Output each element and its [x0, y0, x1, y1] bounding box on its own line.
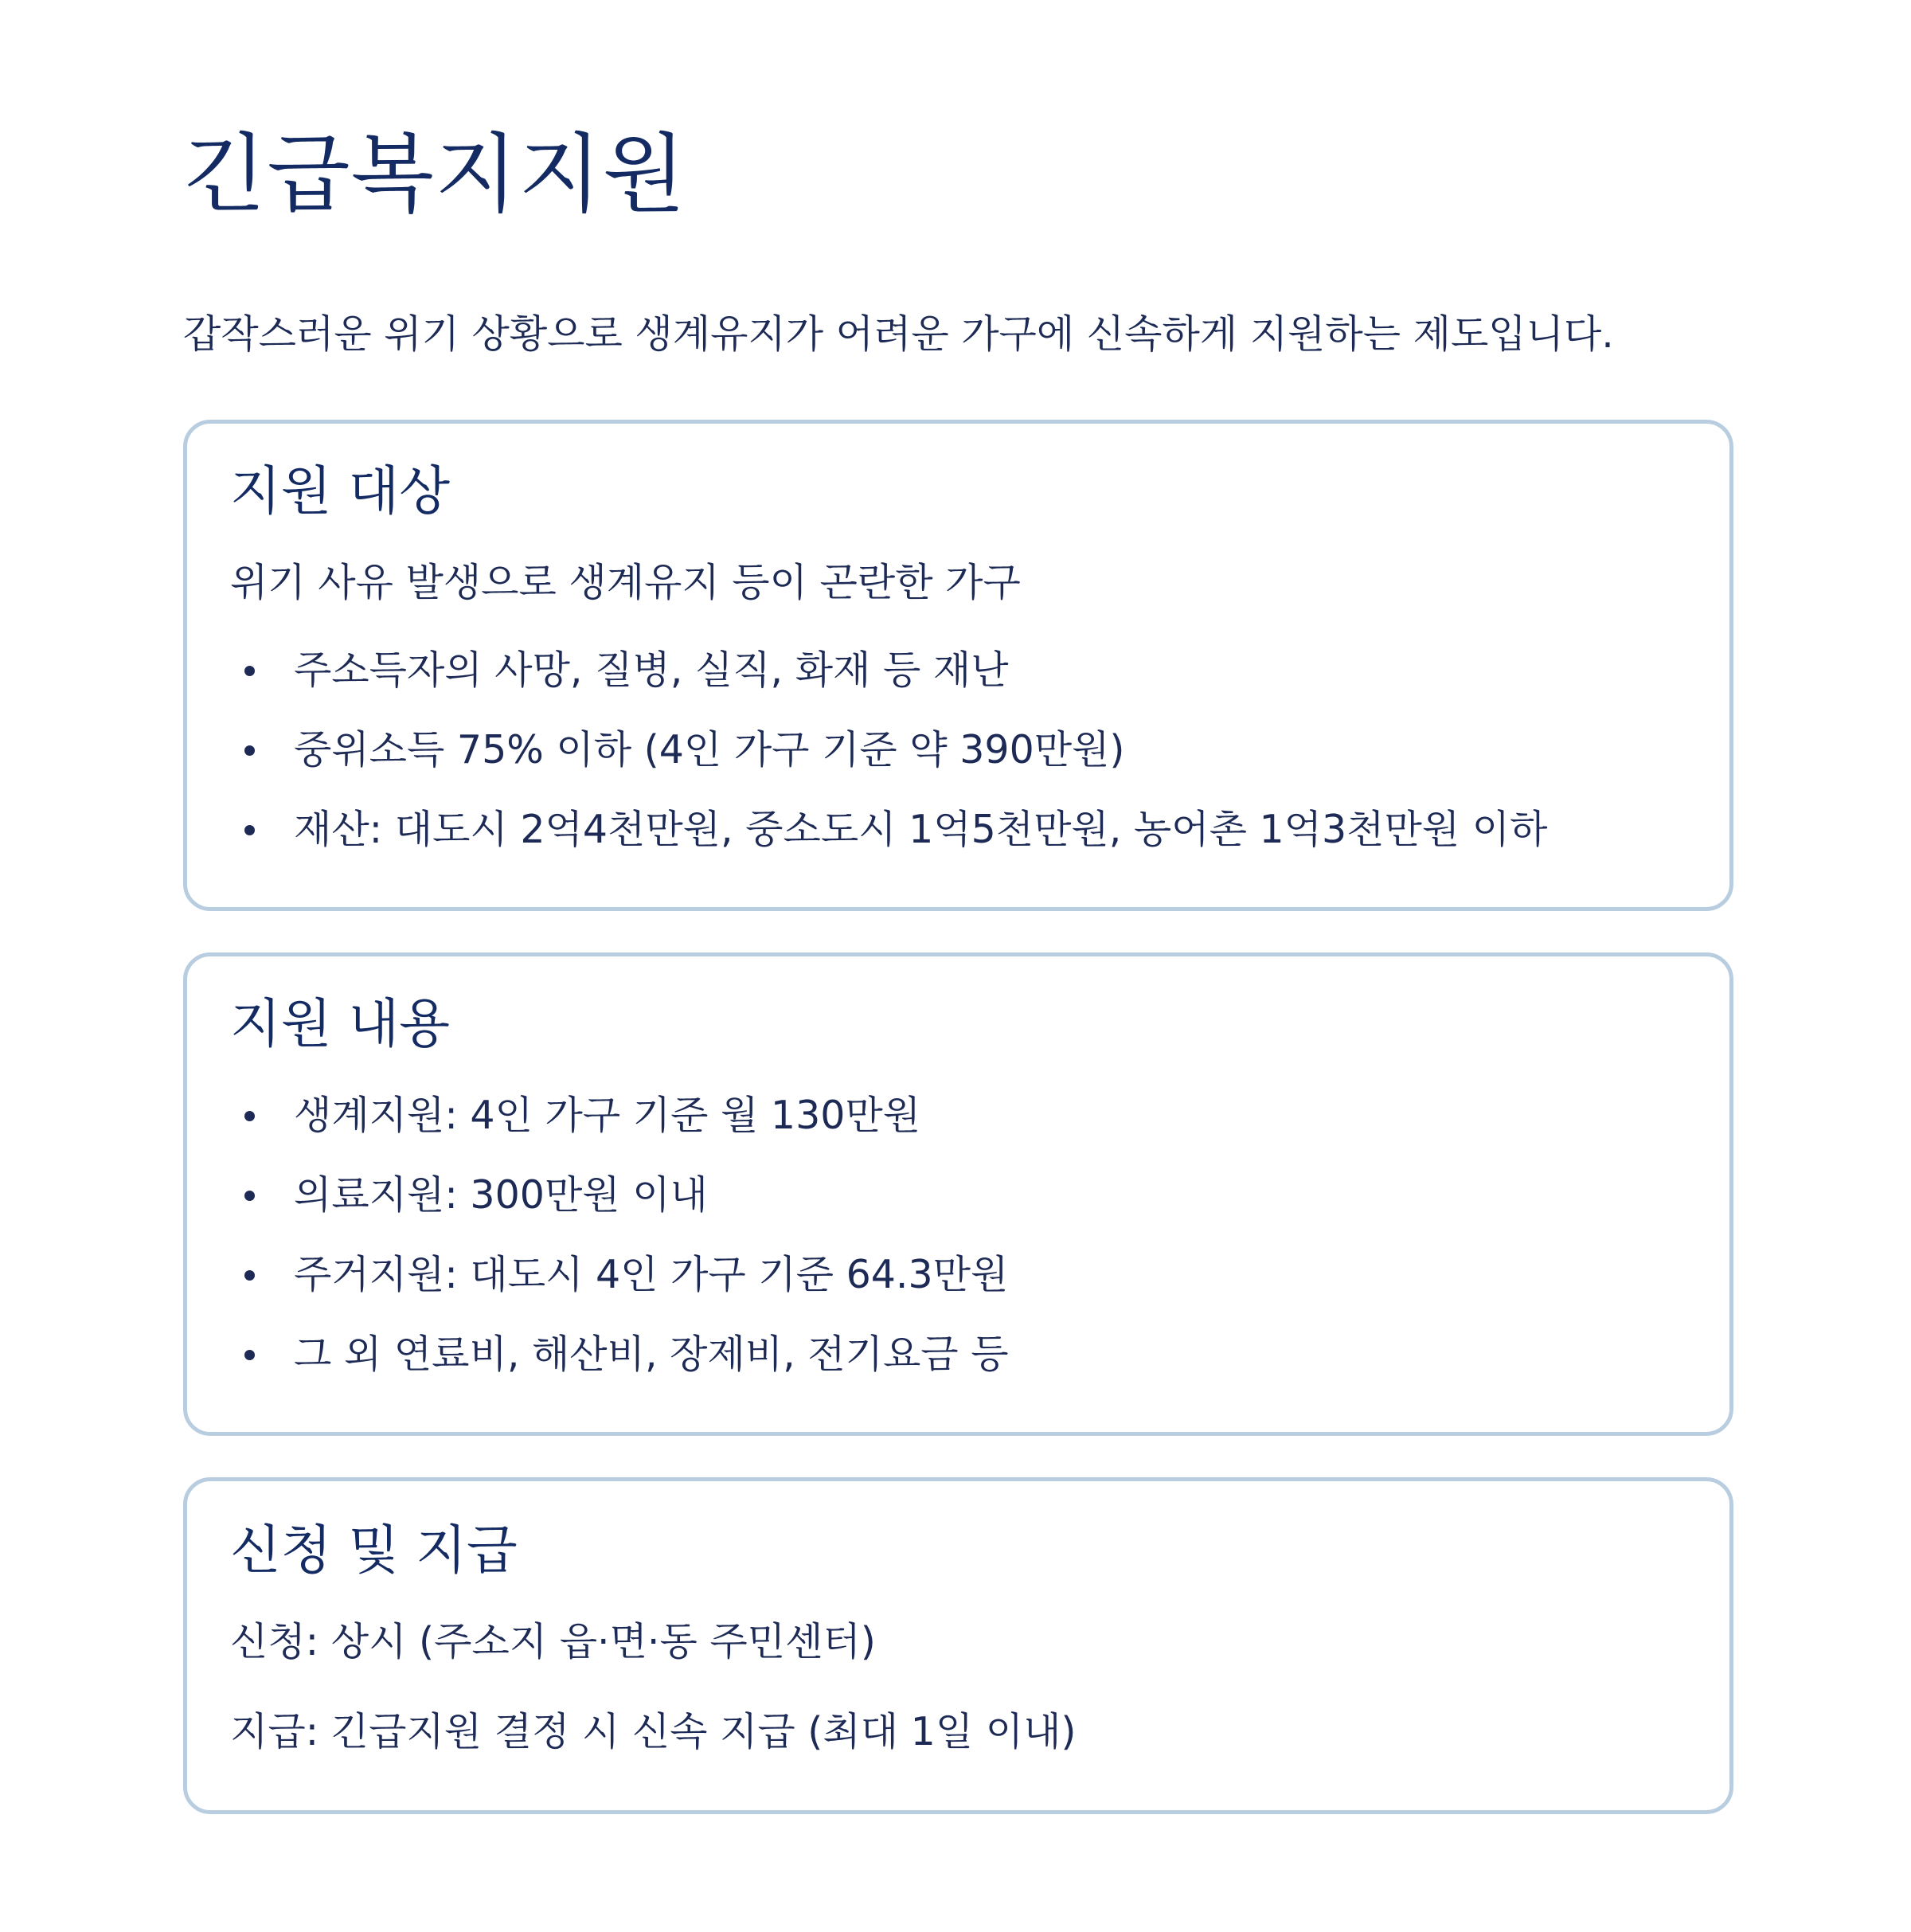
- section-eligibility: [183, 420, 1733, 911]
- list-item-text: 그 외 연료비, 해산비, 장제비, 전기요금 등: [294, 1332, 1009, 1377]
- bullet-icon: [244, 1350, 255, 1360]
- list-item: [230, 1167, 1009, 1247]
- section-application: [183, 1477, 1733, 1814]
- benefits-list: [230, 1088, 1009, 1406]
- bullet-icon: [244, 1270, 255, 1281]
- eligibility-lead: 위기 사유 발생으로 생계유지 등이 곤란한 가구: [230, 560, 1021, 605]
- bullet-icon: [244, 1111, 255, 1121]
- bullet-icon: [244, 1191, 255, 1201]
- list-item: [230, 1247, 1009, 1327]
- section-title-eligibility: 지원 대상: [230, 460, 451, 522]
- list-item-text: 재산: 대도시 2억4천만원, 중소도시 1억5천만원, 농어촌 1억3천만원 이하: [294, 807, 1548, 852]
- list-item-text: 주소득자의 사망, 질병, 실직, 화재 등 재난: [294, 647, 1009, 693]
- payment-line: 지급: 긴급지원 결정 시 신속 지급 (최대 1일 이내): [230, 1709, 1077, 1754]
- list-item: [230, 643, 1547, 722]
- list-item-text: 생계지원: 4인 가구 기준 월 130만원: [294, 1093, 921, 1138]
- section-title-application: 신청 및 지급: [230, 1519, 518, 1581]
- bullet-icon: [244, 745, 255, 756]
- application-line: 신청: 상시 (주소지 읍·면·동 주민센터): [230, 1619, 876, 1664]
- bullet-icon: [244, 825, 255, 835]
- eligibility-list: [230, 643, 1547, 882]
- list-item: [230, 1327, 1009, 1406]
- page-title: 긴급복지지원: [183, 125, 686, 225]
- list-item: [230, 1088, 1009, 1167]
- section-title-benefits: 지원 내용: [230, 993, 451, 1054]
- page-intro: 갑작스러운 위기 상황으로 생계유지가 어려운 가구에 신속하게 지원하는 제도입니다.: [183, 311, 1614, 357]
- list-item: [230, 722, 1547, 802]
- list-item-text: 의료지원: 300만원 이내: [294, 1172, 708, 1218]
- list-item-text: 주거지원: 대도시 4인 가구 기준 64.3만원: [294, 1252, 1009, 1297]
- list-item: [230, 802, 1547, 882]
- bullet-icon: [244, 666, 255, 676]
- list-item-text: 중위소득 75% 이하 (4인 가구 기준 약 390만원): [294, 727, 1125, 772]
- section-benefits: [183, 952, 1733, 1436]
